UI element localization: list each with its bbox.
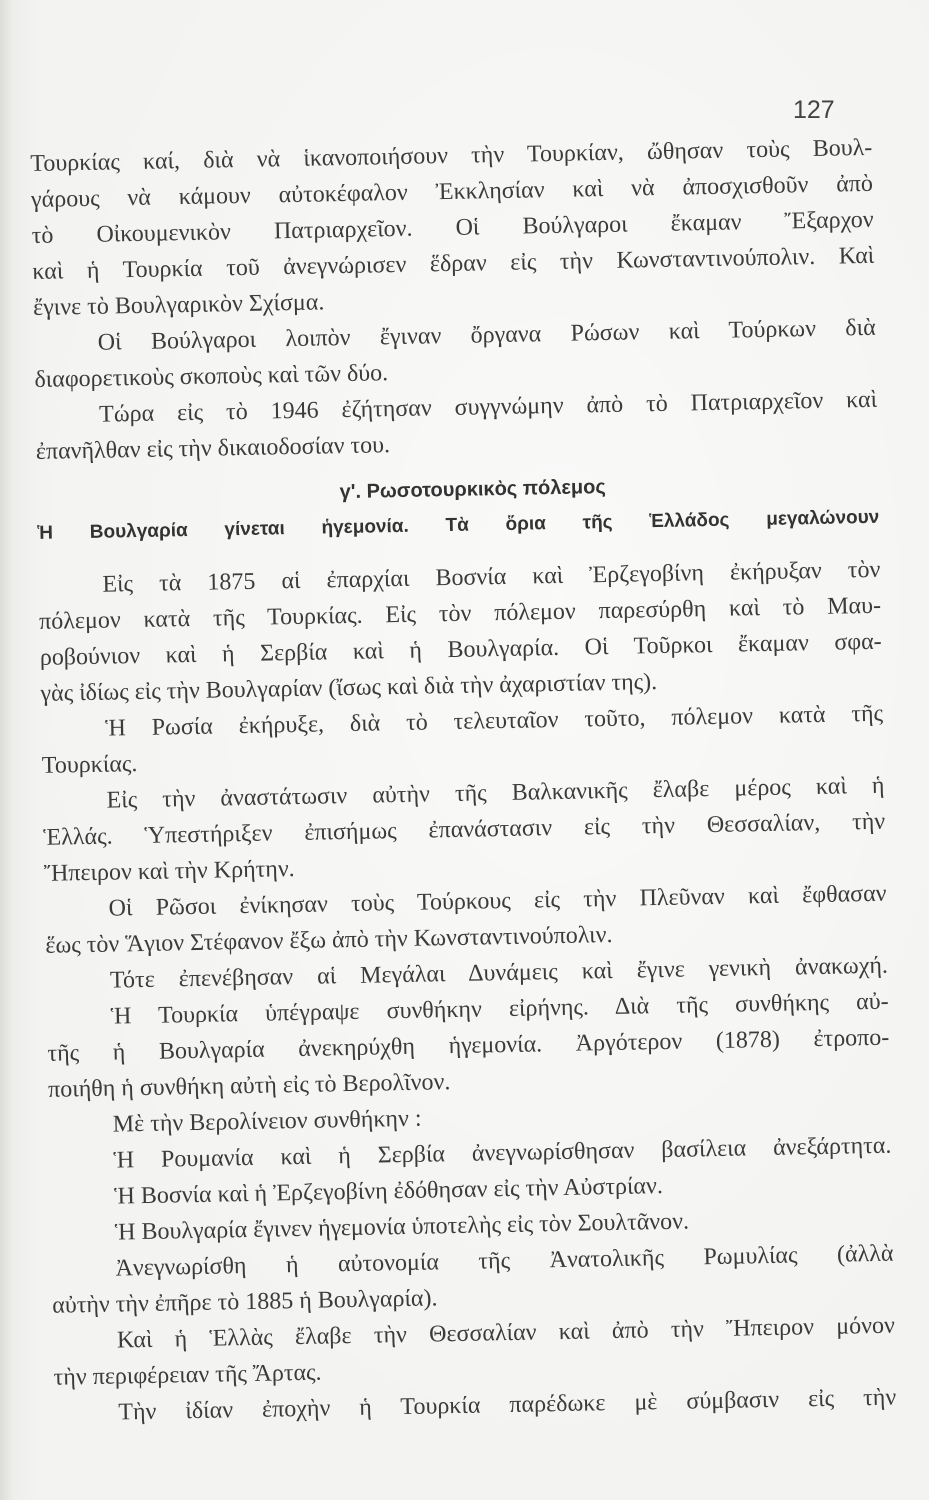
text-line: Εἰς τὰ 1875 αἱ ἐπαρχίαι Βοσνία καὶ Ἐρζεγοβίνη ἐκήρυξαν τὸν bbox=[102, 556, 881, 598]
text-line: τὴν περιφέρειαν τῆς Ἄρτας. bbox=[53, 1359, 322, 1391]
section-heading: γ'. Ρωσοτουρκικὸς πόλεμος bbox=[339, 476, 606, 504]
text-line: ἐπανῆλθαν εἰς τὴν δικαιοδοσίαν του. bbox=[35, 432, 391, 465]
text-line: Ἑλλάς. Ὑπεστήριξεν ἐπισήμως ἐπανάστασιν εἰς τὴν Θεσσαλίαν, τὴν bbox=[43, 808, 886, 851]
text-line: Μὲ τὴν Βερολίνειον συνθήκην : bbox=[112, 1105, 422, 1138]
text-line: Ἡ Ρωσία ἐκήρυξε, διὰ τὸ τελευταῖον τοῦτο, πόλεμον κατὰ τῆς bbox=[104, 700, 884, 742]
text-line: Τώρα εἰς τὸ 1946 ἐζήτησαν συγγνώμην ἀπὸ τὸ Πατριαρχεῖον καὶ bbox=[98, 386, 878, 428]
text-line: Τὴν ἰδίαν ἐποχὴν ἡ Τουρκία παρέδωκε μὲ σύμβασιν εἰς τὴν bbox=[118, 1384, 897, 1426]
text-line: Ἡ Ρουμανία καὶ ἡ Σερβία ἀνεγνωρίσθησαν βασίλεια ἀνεξάρτητα. bbox=[113, 1132, 892, 1174]
text-line: Ἡ Βουλγαρία ἔγινεν ἡγεμονία ὑποτελὴς εἰς τὸν Σουλτᾶνον. bbox=[114, 1208, 690, 1246]
paragraph-4 bbox=[38, 552, 883, 712]
text-line: ποιήθη ἡ συνθήκη αὐτὴ εἰς τὸ Βερολῖνον. bbox=[47, 1069, 451, 1103]
text-line: Καὶ ἡ Ἑλλὰς ἔλαβε τὴν Θεσσαλίαν καὶ ἀπὸ τὴν Ἤπειρον μόνον bbox=[116, 1312, 896, 1354]
paragraph-1 bbox=[30, 130, 875, 326]
text-line: τῆς ἡ Βουλγαρία ἀνεκηρύχθη ἡγεμονία. Ἀργότερον (1878) ἐτροπο- bbox=[47, 1024, 890, 1067]
paragraph-6 bbox=[42, 768, 886, 892]
section-subheading: Ἡ Βουλγαρία γίνεται ἡγεμονία. Τὰ ὅρια τῆς Ἑλλάδος μεγαλώνουν bbox=[37, 506, 880, 544]
text-line: Τουρκίας καί, διὰ νὰ ἱκανοποιήσουν τὴν Τουρκίαν, ὤθησαν τοὺς Βουλ- bbox=[30, 134, 873, 177]
text-line: Ἡ Βοσνία καὶ ἡ Ἐρζεγοβίνη ἐδόθησαν εἰς τὴν Αὐστρίαν. bbox=[113, 1173, 664, 1210]
page-number: 127 bbox=[793, 96, 835, 124]
text-line: γὰς ἰδίως εἰς τὴν Βουλγαρίαν (ἴσως καὶ διὰ τὴν ἀχαριστίαν της). bbox=[40, 669, 658, 707]
text-line: Ἀνεγνωρίσθη ἡ αὐτονομία τῆς Ἀνατολικῆς Ρωμυλίας (ἀλλὰ bbox=[115, 1240, 894, 1282]
paragraph-9 bbox=[46, 984, 890, 1108]
text-line: διαφορετικοὺς σκοποὺς καὶ τῶν δύο. bbox=[34, 360, 389, 393]
text-line: Εἰς τὴν ἀναστάτωσιν αὐτὴν τῆς Βαλκανικῆς ἔλαβε μέρος καὶ ἡ bbox=[106, 772, 885, 814]
text-line: πόλεμον κατὰ τῆς Τουρκίας. Εἰς τὸν πόλεμον παρεσύρθη καὶ τὸ Μαυ- bbox=[38, 592, 882, 635]
text-line: Ἤπειρον καὶ τὴν Κρήτην. bbox=[43, 856, 295, 887]
body-text bbox=[30, 130, 897, 1432]
text-line: αὐτὴν τὴν ἐπῆρε τὸ 1885 ἡ Βουλγαρία). bbox=[52, 1285, 438, 1319]
text-line: Τότε ἐπενέβησαν αἱ Μεγάλαι Δυνάμεις καὶ ἔγινε γενικὴ ἀνακωχή. bbox=[109, 952, 889, 994]
text-line: γάρους νὰ κάμουν αὐτοκέφαλον Ἐκκλησίαν καὶ νὰ ἀποσχισθοῦν ἀπὸ bbox=[30, 170, 874, 213]
text-line: Τουρκίας. bbox=[41, 751, 138, 779]
text-line: ἔγινε τὸ Βουλγαρικὸν Σχίσμα. bbox=[32, 289, 325, 321]
text-line: Οἱ Βούλγαροι λοιπὸν ἔγιναν ὄργανα Ρώσων καὶ Τούρκων διὰ bbox=[97, 314, 876, 356]
text-line: Ἡ Τουρκία ὑπέγραψε συνθήκην εἰρήνης. Διὰ τῆς συνθήκης αὐ- bbox=[110, 988, 889, 1030]
text-line: τὸ Οἰκουμενικὸν Πατριαρχεῖον. Οἱ Βούλγαροι ἔκαμαν Ἔξαρχον bbox=[31, 206, 874, 249]
text-line: Οἱ Ρῶσοι ἐνίκησαν τοὺς Τούρκους εἰς τὴν Πλεῦναν καὶ ἔφθασαν bbox=[108, 880, 887, 922]
text-line: ἕως τὸν Ἅγιον Στέφανον ἔξω ἀπὸ τὴν Κωνσταντινούπολιν. bbox=[45, 921, 613, 959]
text-line: ροβούνιον καὶ ἡ Σερβία καὶ ἡ Βουλγαρία. Οἱ Τοῦρκοι ἔκαμαν σφα- bbox=[39, 628, 882, 671]
text-line: καὶ ἡ Τουρκία τοῦ ἀνεγνώρισεν ἕδραν εἰς τὴν Κωνσταντινούπολιν. Καὶ bbox=[32, 242, 875, 285]
paragraph-3 bbox=[35, 382, 878, 470]
